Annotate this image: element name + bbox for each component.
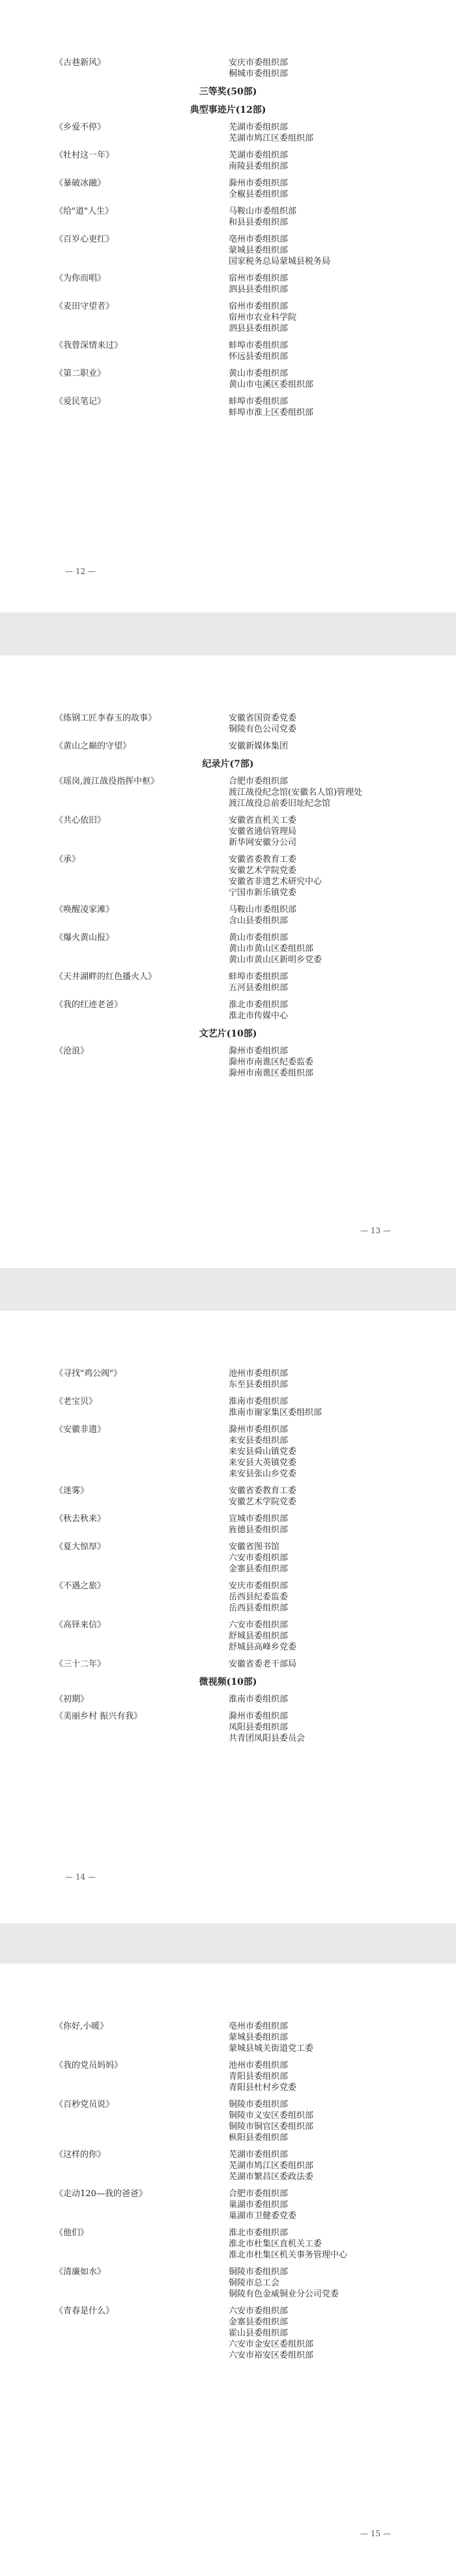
organizer-unit: 安庆市委组织部 (229, 58, 289, 68)
organizer-list (227, 904, 456, 926)
organizer-unit: 安徽省国资委党委 (229, 713, 297, 723)
organizer-unit: 合肥市委组织部 (229, 777, 289, 786)
organizer-unit: 舒城县委组织部 (229, 1631, 289, 1641)
organizer-list (227, 1368, 456, 1390)
organizer-unit: 新华网安徽分公司 (229, 838, 297, 848)
organizer-unit: 铜陵市总工会 (229, 2278, 280, 2288)
organizer-unit: 巢湖市卫健委党委 (229, 2211, 297, 2221)
organizer-unit: 马鞍山市委组织部 (229, 207, 297, 216)
award-entry (0, 1513, 456, 1536)
organizer-unit: 铜陵有色公司党委 (229, 724, 297, 734)
work-title: 《你好,小暖》 (55, 2022, 109, 2031)
organizer-unit: 安徽省直机关工委 (229, 816, 297, 825)
organizer-list (227, 2267, 456, 2300)
organizer-list (227, 1485, 456, 1508)
award-entry (0, 2099, 456, 2143)
page-number: — 14 — (65, 1872, 96, 1882)
organizer-unit: 蚌埠市委组织部 (229, 341, 289, 351)
organizer-unit: 安徽省委教育工委 (229, 855, 297, 865)
organizer-list (227, 2188, 456, 2222)
organizer-unit: 滁州市委组织部 (229, 1046, 289, 1056)
award-entry (0, 1581, 456, 1614)
award-entry (0, 206, 456, 228)
document-page-12 (0, 0, 456, 612)
award-entry (0, 741, 456, 752)
organizer-unit: 巢湖市委组织部 (229, 2200, 289, 2210)
organizer-unit: 蒙城县委组织部 (229, 246, 289, 255)
award-entry (0, 2227, 456, 2261)
award-entry (0, 396, 456, 418)
organizer-unit: 淮北市委组织部 (229, 2228, 289, 2238)
organizer-unit: 安徽省图书馆 (229, 1542, 280, 1552)
organizer-unit: 含山县委组织部 (229, 916, 289, 926)
work-title: 《百岁心更红》 (55, 235, 115, 244)
award-entry (0, 2021, 456, 2054)
document-page-14 (0, 1311, 456, 1923)
work-title: 《我曾深情来过》 (55, 341, 123, 351)
organizer-unit: 安徽艺术学院党委 (229, 1497, 297, 1507)
work-title: 《安徽非遗》 (55, 1425, 106, 1435)
organizer-unit: 黄山市委组织部 (229, 369, 289, 379)
organizer-unit: 东至县委组织部 (229, 1380, 289, 1390)
organizer-unit: 青阳县委组织部 (229, 2072, 289, 2082)
work-title: 《我的红迹老爸》 (55, 1000, 123, 1010)
organizer-unit: 芜湖市委组织部 (229, 150, 289, 160)
organizer-list (227, 178, 456, 200)
organizer-unit: 黄山市黄山区委组织部 (229, 944, 314, 954)
organizer-unit: 五河县委组织部 (229, 983, 289, 993)
award-entry (0, 1694, 456, 1705)
organizer-unit: 舒城县高峰乡党委 (229, 1642, 297, 1652)
organizer-unit: 蚌埠市委组织部 (229, 397, 289, 407)
organizer-unit: 六安市裕安区委组织部 (229, 2351, 314, 2360)
work-title: 《这样的你》 (55, 2150, 106, 2160)
organizer-unit: 国家税务总局蒙城县税务局 (229, 257, 331, 266)
organizer-unit: 安庆市委组织部 (229, 1581, 289, 1591)
organizer-list (227, 1541, 456, 1575)
organizer-list (227, 368, 456, 390)
organizer-unit: 马鞍山市委组织部 (229, 905, 297, 915)
organizer-unit: 宿州市委组织部 (229, 274, 289, 283)
organizer-unit: 滁州市委组织部 (229, 1425, 289, 1435)
organizer-unit: 淮北市委组织部 (229, 1000, 289, 1010)
organizer-unit: 宣城市委组织部 (229, 1514, 289, 1524)
organizer-list (227, 1396, 456, 1418)
organizer-unit: 亳州市委组织部 (229, 235, 289, 244)
organizer-unit: 南陵县委组织部 (229, 162, 289, 171)
organizer-unit: 六安市金安区委组织部 (229, 2340, 314, 2349)
organizer-list (227, 1620, 456, 1653)
organizer-unit: 岳西县委组织部 (229, 1603, 289, 1613)
organizer-unit: 共青团凤阳县委员会 (229, 1734, 306, 1743)
work-title: 《百秒党员说》 (55, 2100, 115, 2110)
organizer-unit: 怀远县委组织部 (229, 352, 289, 362)
work-title: 《给"道"人生》 (55, 207, 113, 216)
award-entry (0, 57, 456, 79)
award-level-heading: 三等奖(50部) (199, 87, 257, 97)
category-heading: 纪录片(7部) (202, 759, 254, 769)
award-entry (0, 1424, 456, 1480)
work-title: 《高铎来信》 (55, 1620, 106, 1630)
award-entry (0, 122, 456, 144)
award-entry (0, 904, 456, 926)
work-title: 《古巷新风》 (55, 58, 106, 68)
organizer-unit: 淮南市委组织部 (229, 1397, 289, 1407)
organizer-unit: 旌德县委组织部 (229, 1525, 289, 1535)
organizer-unit: 安徽省委老干部局 (229, 1659, 297, 1669)
organizer-unit: 淮北市杜集区直机关工委 (229, 2239, 322, 2249)
category-heading: 典型事迹片(12部) (190, 105, 266, 115)
work-title: 《沧浪》 (55, 1046, 89, 1056)
organizer-list (227, 999, 456, 1022)
organizer-unit: 安徽新媒体集团 (229, 741, 289, 751)
work-title: 《黄山之巅的守望》 (55, 741, 132, 751)
award-entry (0, 1711, 456, 1744)
organizer-unit: 亳州市委组织部 (229, 2022, 289, 2031)
work-title: 《我的党员妈妈》 (55, 2061, 123, 2070)
page-number: — 13 — (360, 1226, 391, 1235)
work-title: 《秋去秋来》 (55, 1514, 106, 1524)
organizer-list (227, 1694, 456, 1705)
organizer-list (227, 273, 456, 295)
organizer-unit: 霍山县委组织部 (229, 2328, 289, 2338)
organizer-unit: 芜湖市委组织部 (229, 122, 289, 132)
organizer-unit: 铜陵市委组织部 (229, 2100, 289, 2110)
page-number: — 15 — (360, 2529, 391, 2538)
organizer-unit: 和县县委组织部 (229, 218, 289, 227)
document-page-13 (0, 655, 456, 1268)
organizer-unit: 池州市委组织部 (229, 2061, 289, 2070)
award-entry (0, 713, 456, 735)
organizer-list (227, 1659, 456, 1670)
organizer-unit: 岳西县纪委监委 (229, 1592, 289, 1602)
organizer-list (227, 854, 456, 898)
organizer-unit: 金寨县委组织部 (229, 2317, 289, 2327)
organizer-unit: 安徽省通信管理局 (229, 827, 297, 837)
work-title: 《初期》 (55, 1695, 89, 1704)
organizer-unit: 黄山市黄山区新明乡党委 (229, 955, 322, 965)
organizer-unit: 蒙城县城关街道党工委 (229, 2044, 314, 2054)
organizer-unit: 淮南市委组织部 (229, 1695, 289, 1704)
organizer-unit: 六安市委组织部 (229, 1553, 289, 1563)
organizer-unit: 滁州市委组织部 (229, 1711, 289, 1721)
work-title: 《不遇之旅》 (55, 1581, 106, 1591)
page-gap (0, 1268, 456, 1311)
organizer-unit: 芜湖市鸠江区委组织部 (229, 2161, 314, 2171)
organizer-unit: 黄山市屯溪区委组织部 (229, 380, 314, 390)
award-entry (0, 368, 456, 390)
organizer-unit: 蚌埠市委组织部 (229, 972, 289, 982)
award-entry (0, 815, 456, 848)
award-entry (0, 2149, 456, 2182)
organizer-unit: 蒙城县委组织部 (229, 2033, 289, 2042)
organizer-list (227, 1581, 456, 1614)
organizer-list (227, 1513, 456, 1536)
organizer-unit: 黄山市委组织部 (229, 933, 289, 943)
award-entry (0, 854, 456, 898)
organizer-list (227, 1711, 456, 1744)
organizer-unit: 合肥市委组织部 (229, 2189, 289, 2199)
award-entry (0, 273, 456, 295)
work-title: 《美丽乡村 振兴有我》 (55, 1711, 143, 1721)
organizer-list (227, 340, 456, 362)
document-page-15 (0, 1964, 456, 2576)
organizer-list (227, 713, 456, 735)
organizer-unit: 芜湖市繁昌区委政法委 (229, 2172, 314, 2182)
organizer-unit: 桐城市委组织部 (229, 69, 289, 79)
organizer-list (227, 57, 456, 79)
work-title: 《迷雾》 (55, 1486, 89, 1496)
award-entry (0, 2267, 456, 2300)
organizer-list (227, 2021, 456, 2054)
organizer-unit: 来安县大英镇党委 (229, 1458, 297, 1468)
work-title: 《走动120—我的爸爸》 (55, 2189, 147, 2199)
page-gap (0, 1923, 456, 1966)
work-title: 《乡爱不停》 (55, 122, 106, 132)
organizer-list (227, 206, 456, 228)
work-title: 《瑶岗,渡江战役指挥中枢》 (55, 777, 160, 786)
award-entry (0, 1485, 456, 1508)
organizer-list (227, 1424, 456, 1480)
organizer-unit: 泗县县委组织部 (229, 324, 289, 334)
work-title: 《老宝贝》 (55, 1397, 98, 1407)
award-entry (0, 2306, 456, 2361)
organizer-list (227, 741, 456, 752)
award-entry (0, 999, 456, 1022)
organizer-unit: 池州市委组织部 (229, 1369, 289, 1379)
organizer-list (227, 776, 456, 809)
organizer-list (227, 2306, 456, 2361)
work-title: 《青春是什么》 (55, 2306, 115, 2316)
award-entry (0, 2188, 456, 2222)
organizer-unit: 铜陵有色金威铜业分公司党委 (229, 2289, 339, 2299)
organizer-list (227, 122, 456, 144)
organizer-unit: 宿州市农业科学院 (229, 313, 297, 322)
work-title: 《第二职业》 (55, 369, 106, 379)
organizer-unit: 来安县委组织部 (229, 1436, 289, 1446)
organizer-unit: 铜陵市义安区委组织部 (229, 2111, 314, 2121)
organizer-unit: 渡江战役纪念馆(安徽名人馆)管理处 (229, 788, 363, 797)
work-title: 《共心依旧》 (55, 816, 106, 825)
organizer-list (227, 2227, 456, 2261)
work-title: 《寻找"鸡公阀"》 (55, 1369, 122, 1379)
page-number: — 12 — (65, 567, 96, 576)
organizer-unit: 蚌埠市淮上区委组织部 (229, 408, 314, 418)
organizer-unit: 芜湖市鸠江区委组织部 (229, 134, 314, 143)
organizer-list (227, 396, 456, 418)
organizer-unit: 滁州市南谯区委组织部 (229, 1068, 314, 1078)
award-entry (0, 1368, 456, 1390)
work-title: 《爱民笔记》 (55, 397, 106, 407)
organizer-unit: 六安市委组织部 (229, 1620, 289, 1630)
work-title: 《练钢工匠李春玉的故事》 (55, 713, 157, 723)
award-entry (0, 178, 456, 200)
organizer-unit: 芜湖市委组织部 (229, 2150, 289, 2160)
award-entry (0, 776, 456, 809)
work-title: 《牡村这一年》 (55, 150, 115, 160)
organizer-unit: 淮北市传媒中心 (229, 1011, 289, 1021)
category-heading: 文艺片(10部) (199, 1029, 257, 1039)
award-entry (0, 1620, 456, 1653)
organizer-unit: 滁州市南谯区纪委监委 (229, 1057, 314, 1067)
award-entry (0, 1046, 456, 1079)
work-title: 《为你而唱》 (55, 274, 106, 283)
organizer-unit: 来安县张山乡党委 (229, 1469, 297, 1479)
organizer-unit: 渡江战役总前委旧址纪念馆 (229, 799, 331, 809)
organizer-unit: 金寨县委组织部 (229, 1564, 289, 1574)
work-title: 《麦田守望者》 (55, 302, 115, 311)
organizer-unit: 全椒县委组织部 (229, 190, 289, 199)
work-title: 《暴破冰融》 (55, 179, 106, 188)
organizer-unit: 宁国市新乐镇党委 (229, 888, 297, 898)
work-title: 《夏大惊厚》 (55, 1542, 106, 1552)
organizer-unit: 滁州市委组织部 (229, 179, 289, 188)
work-title: 《清廉如水》 (55, 2267, 106, 2277)
work-title: 《天井湖畔的红色播火人》 (55, 972, 157, 982)
organizer-list (227, 2060, 456, 2093)
work-title: 《他们》 (55, 2228, 89, 2238)
organizer-unit: 来安县舜山镇党委 (229, 1447, 297, 1457)
organizer-unit: 宿州市委组织部 (229, 302, 289, 311)
page-gap (0, 612, 456, 655)
organizer-unit: 凤阳县委组织部 (229, 1723, 289, 1732)
organizer-list (227, 301, 456, 334)
organizer-list (227, 234, 456, 267)
award-entry (0, 932, 456, 966)
category-heading: 微视频(10部) (199, 1677, 257, 1687)
award-entry (0, 2060, 456, 2093)
organizer-unit: 安徽省非遗艺术研究中心 (229, 877, 322, 887)
organizer-list (227, 2149, 456, 2182)
award-entry (0, 1396, 456, 1418)
organizer-list (227, 1046, 456, 1079)
award-entry (0, 234, 456, 267)
organizer-list (227, 150, 456, 172)
work-title: 《唤醒凌家滩》 (55, 905, 115, 915)
organizer-list (227, 2099, 456, 2143)
work-title: 《三十二年》 (55, 1659, 106, 1669)
organizer-unit: 泗县县委组织部 (229, 285, 289, 294)
organizer-unit: 安徽省委教育工委 (229, 1486, 297, 1496)
organizer-unit: 六安市委组织部 (229, 2306, 289, 2316)
work-title: 《承》 (55, 855, 81, 865)
award-entry (0, 1659, 456, 1670)
organizer-unit: 青阳县杜村乡党委 (229, 2083, 297, 2093)
organizer-list (227, 815, 456, 848)
organizer-list (227, 971, 456, 994)
award-entry (0, 301, 456, 334)
award-entry (0, 971, 456, 994)
award-entry (0, 340, 456, 362)
organizer-unit: 枞阳县委组织部 (229, 2133, 289, 2143)
organizer-unit: 铜陵市铜官区委组织部 (229, 2122, 314, 2132)
organizer-unit: 淮北市杜集区机关事务管理中心 (229, 2250, 348, 2260)
organizer-unit: 淮南市谢家集区委组织部 (229, 1408, 322, 1418)
organizer-list (227, 932, 456, 966)
work-title: 《爆火黄山报》 (55, 933, 115, 943)
award-entry (0, 150, 456, 172)
organizer-unit: 铜陵市委组织部 (229, 2267, 289, 2277)
organizer-unit: 安徽艺术学院党委 (229, 866, 297, 876)
award-entry (0, 1541, 456, 1575)
